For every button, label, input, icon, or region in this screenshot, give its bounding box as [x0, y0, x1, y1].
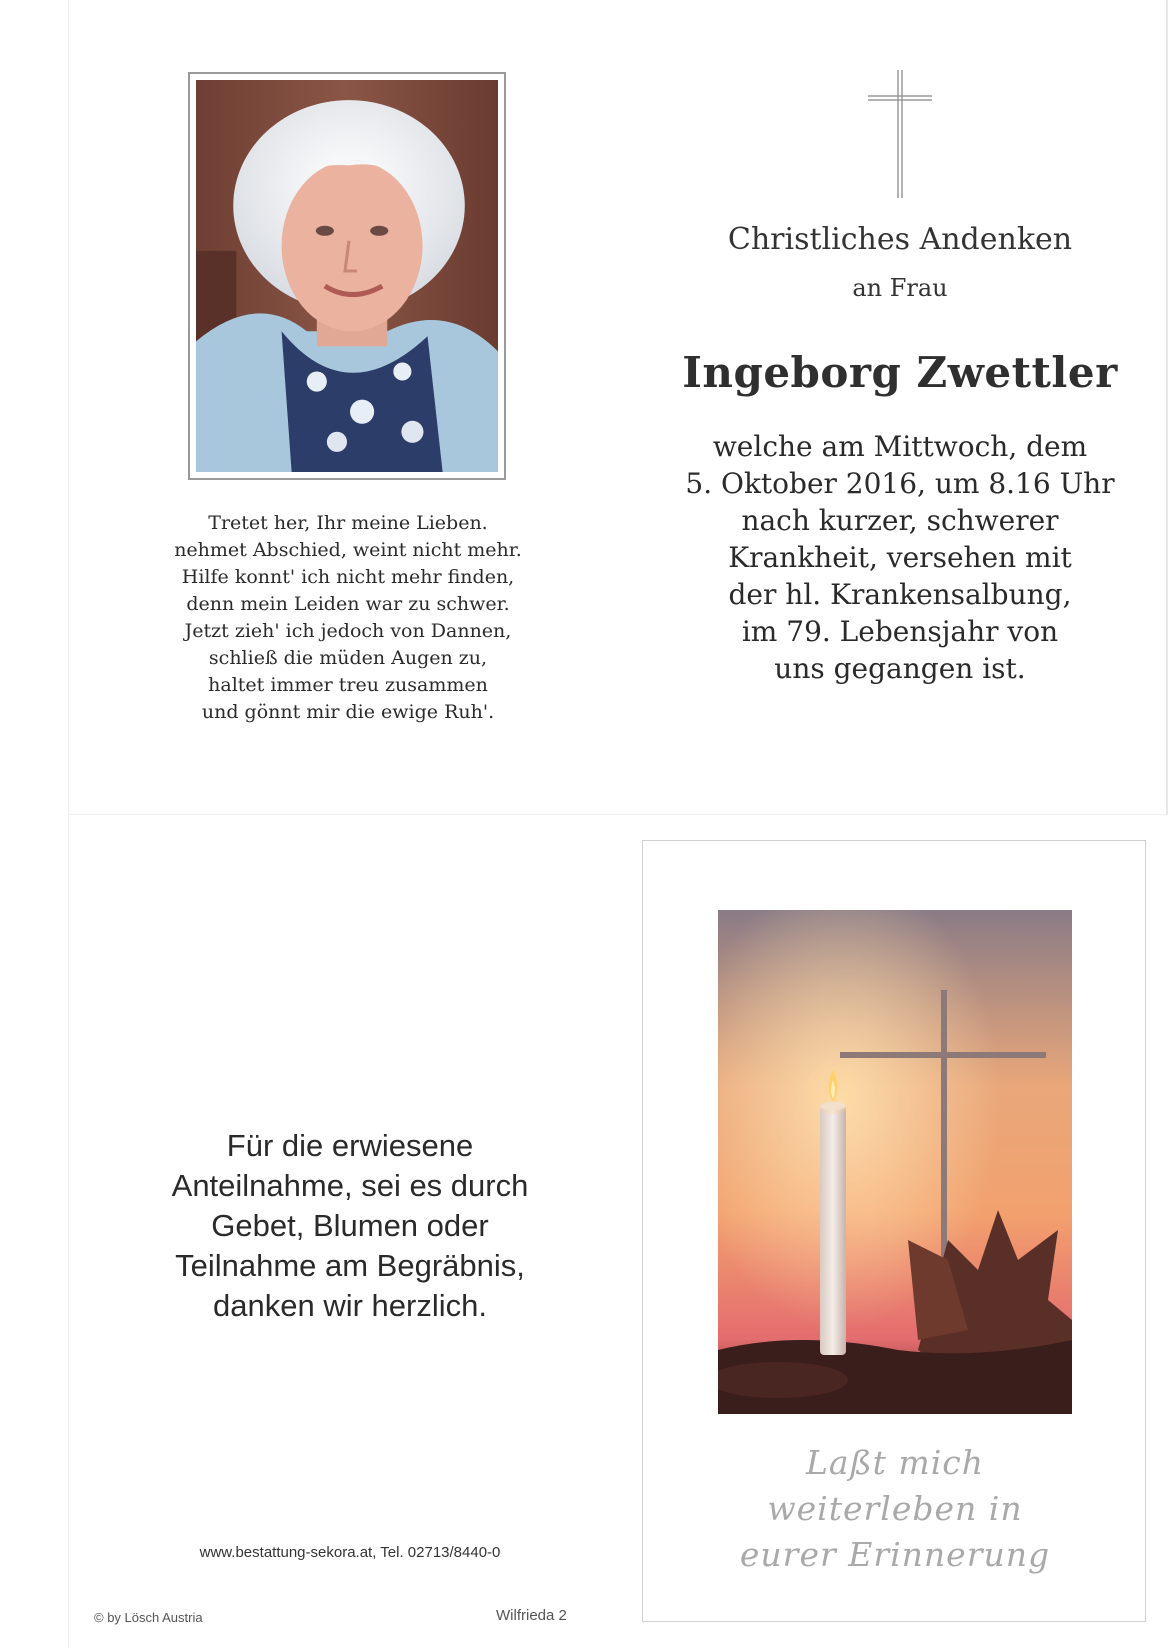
notice-line: welche am Mittwoch, dem: [712, 430, 1088, 463]
funeral-home-contact: www.bestattung-sekora.at, Tel. 02713/8440-0: [199, 1544, 501, 1561]
sheet-fold-line: [68, 814, 1168, 815]
poem-line: und gönnt mir die ewige Ruh'.: [201, 701, 495, 723]
poem-line: Hilfe konnt' ich nicht mehr finden,: [181, 566, 515, 588]
verse-line: Laßt mich: [806, 1443, 984, 1482]
thanks-line: Teilnahme am Begräbnis,: [175, 1248, 525, 1283]
death-notice: [640, 428, 1160, 687]
thanks-line: Gebet, Blumen oder: [211, 1208, 489, 1243]
sheet-edge: [68, 0, 69, 1648]
poem-line: nehmet Abschied, weint nicht mehr.: [174, 539, 522, 561]
memorial-subtitle: an Frau: [852, 274, 948, 302]
card-verse: [660, 1440, 1130, 1578]
notice-line: im 79. Lebensjahr von: [741, 615, 1059, 648]
cross-icon: [868, 70, 932, 198]
notice-line: uns gegangen ist.: [774, 652, 1026, 685]
poem-line: denn mein Leiden war zu schwer.: [186, 593, 510, 615]
portrait-frame: [188, 72, 506, 480]
candle-cross-image-icon: [718, 910, 1072, 1414]
portrait-photo-icon: [196, 80, 498, 472]
poem-line: Tretet her, Ihr meine Lieben.: [208, 512, 488, 534]
thanks-line: Für die erwiesene: [226, 1128, 474, 1163]
candle-cross-image: [718, 910, 1072, 1414]
thanks-line: danken wir herzlich.: [213, 1288, 487, 1323]
notice-line: Krankheit, versehen mit: [728, 541, 1072, 574]
verse-line: weiterleben in: [767, 1489, 1023, 1528]
design-code: Wilfrieda 2: [496, 1607, 567, 1624]
deceased-name: Ingeborg Zwettler: [682, 348, 1118, 397]
copyright-notice: © by Lösch Austria: [94, 1610, 203, 1625]
thanks-line: Anteilnahme, sei es durch: [171, 1168, 529, 1203]
notice-line: 5. Oktober 2016, um 8.16 Uhr: [685, 467, 1115, 500]
poem-line: schließ die müden Augen zu,: [208, 647, 488, 669]
poem-line: Jetzt zieh' ich jedoch von Dannen,: [184, 620, 512, 642]
memorial-title: Christliches Andenken: [727, 222, 1073, 257]
poem: [150, 510, 546, 726]
verse-line: eurer Erinnerung: [739, 1535, 1051, 1574]
thanks-message: [110, 1126, 590, 1326]
notice-line: der hl. Krankensalbung,: [728, 578, 1072, 611]
poem-line: haltet immer treu zusammen: [208, 674, 488, 696]
notice-line: nach kurzer, schwerer: [741, 504, 1059, 537]
